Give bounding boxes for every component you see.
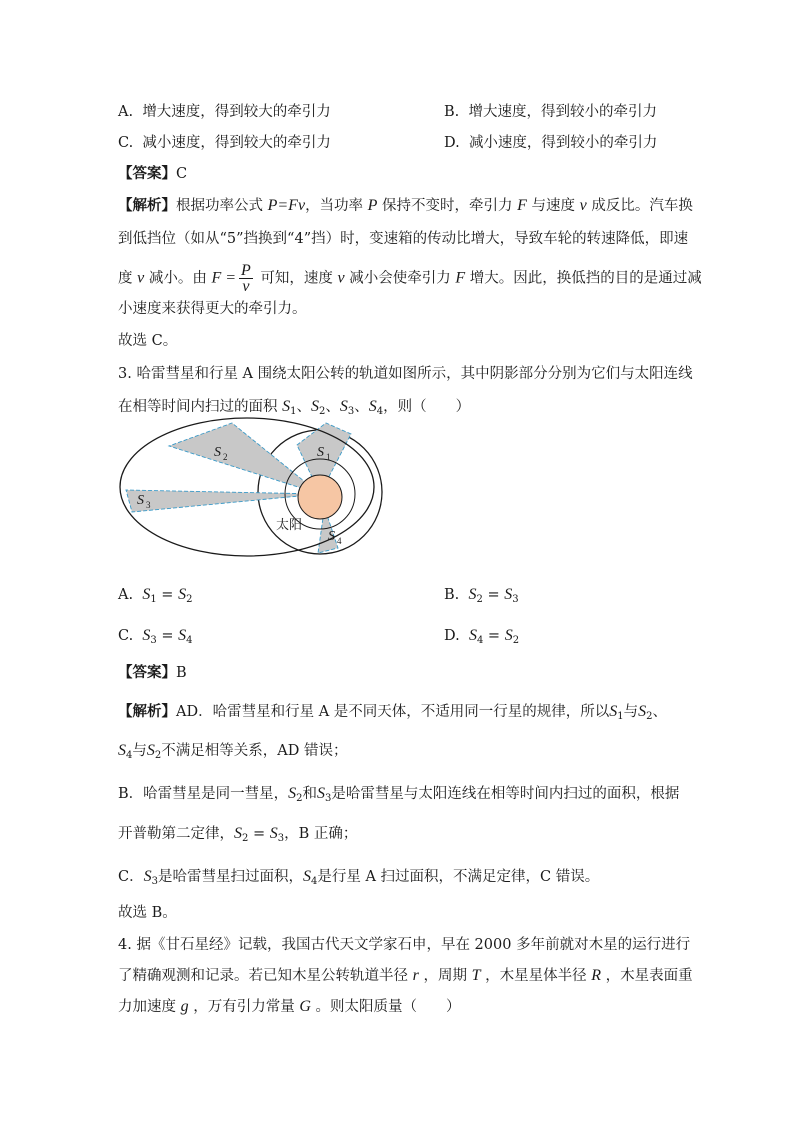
analysis-line-2: 到低挡位（如从“5”挡换到“4”挡）时，变速箱的传动比增大，导致车轮的转速降低，即速 <box>118 231 689 247</box>
question-3-stem-2: 在相等时间内扫过的面积 $S_1$、$S_2$、$S_3$、$S_4$，则（ ） <box>118 398 471 417</box>
option-d: D. 减小速度，得到较小的牵引力 <box>444 135 658 151</box>
q3-option-c: C. $S_3 = S_4$ <box>118 627 193 646</box>
analysis-line-4: 小速度来获得更大的牵引力。 <box>118 301 307 317</box>
orbit-figure <box>114 412 390 562</box>
q3-analysis-line-3: B．哈雷彗星是同一彗星，$S_2$和$S_3$是哈雷彗星与太阳连线在相等时间内扫过的面积，根据 <box>118 785 680 804</box>
q3-conclusion-line: 故选 B。 <box>118 905 177 921</box>
question-4-line-3: 力加速度 g ，万有引力常量 G 。则太阳质量（ ） <box>118 998 461 1015</box>
analysis-line-3: 度 v 减小。由 F = $\frac{P}{v}$ 可知，速度 v 减小会使牵引力 F 增大。因此，换低挡的目的是通过减 <box>118 262 702 295</box>
question-4-line-2: 了精确观测和记录。若已知木星公转轨道半径 r ，周期 T ，木星星体半径 R ，木星表面重 <box>118 967 693 984</box>
option-c: C. 减小速度，得到较大的牵引力 <box>118 135 331 151</box>
label-s4-sub: 4 <box>337 536 342 546</box>
q3-option-b: B. $S_2 = S_3$ <box>444 586 519 605</box>
q3-analysis-line-1: 【解析】AD．哈雷彗星和行星 A 是不同天体，不适用同一行星的规律，所以$S_1$与$S_2$、 <box>118 703 668 722</box>
q3-analysis-line-4: 开普勒第二定律，$S_2 = S_3$，B 正确； <box>118 825 358 844</box>
label-s4: S <box>328 529 335 544</box>
conclusion-line: 故选 C。 <box>118 333 178 349</box>
q3-analysis-line-2: $S_4$与$S_2$不满足相等关系，AD 错误； <box>118 742 348 761</box>
sector-s3 <box>126 490 320 512</box>
question-4-line-1: 4. 据《甘石星经》记载，我国古代天文学家石申，早在 2000 多年前就对木星的运行进行 <box>118 937 691 953</box>
q3-option-d: D. $S_4 = S_2$ <box>444 627 520 646</box>
fraction-p-over-v: $\frac{P}{v}$ <box>241 262 251 295</box>
label-s2: S <box>214 445 221 460</box>
answer-tag: 【答案】 <box>118 165 176 182</box>
label-s2-sub: 2 <box>223 452 228 462</box>
sun-label: 太阳 <box>276 517 303 532</box>
q3-answer-line: 【答案】B <box>118 664 187 681</box>
label-s3-sub: 3 <box>146 500 151 510</box>
analysis-line-1: 【解析】根据功率公式 P=Fv，当功率 P 保持不变时，牵引力 F 与速度 v 成反比。汽车换 <box>118 197 693 214</box>
label-s1: S <box>317 445 324 460</box>
q3-analysis-line-5: C．$S_3$是哈雷彗星扫过面积，$S_4$是行星 A 扫过面积，不满足定律，C 错误。 <box>118 868 600 887</box>
option-a: A. 增大速度，得到较大的牵引力 <box>118 104 331 120</box>
option-b: B. 增大速度，得到较小的牵引力 <box>444 104 657 120</box>
label-s1-sub: 1 <box>326 452 331 462</box>
label-s3: S <box>137 493 144 508</box>
q3-option-a: A. $S_1 = S_2$ <box>118 586 193 605</box>
question-3-stem-1: 3. 哈雷彗星和行星 A 围绕太阳公转的轨道如图所示，其中阴影部分分别为它们与太阳连线 <box>118 366 693 382</box>
sun <box>298 475 342 519</box>
answer-line: 【答案】C <box>118 165 188 182</box>
